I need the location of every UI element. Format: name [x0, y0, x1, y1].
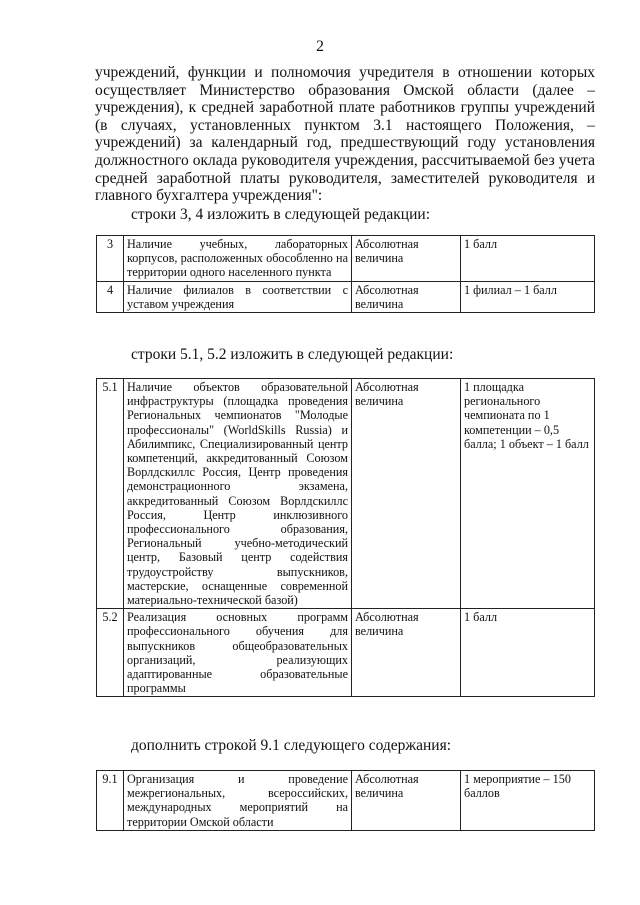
row-number: 4	[97, 281, 124, 312]
row-unit: Абсолютная величина	[352, 379, 461, 609]
row-score: 1 площадка регионального чемпионата по 1 компетенции – 0,5 балла; 1 объект – 1 балл	[461, 379, 595, 609]
row-number: 5.2	[97, 609, 124, 697]
instruction-row-9-1: дополнить строкой 9.1 следующего содержания:	[131, 737, 452, 754]
table-row	[97, 281, 595, 312]
page-number: 2	[316, 38, 324, 55]
row-criterion: Наличие объектов образовательной инфраструктуры (площадка проведения Региональных чемпионатов "Молодые профессионалы" (WorldSkills Russia) и Абилимпикс, Специализированный центр компетенций, аккредитованный Союзом Ворлдскиллс Россия, Центр проведения демонстрационного экзамена, аккредитованный Союзом Ворлдскиллс Россия, Центр инклюзивного профессионального образования, Региональный учебно-методический центр, Базовый центр содействия трудоустройству выпускников, мастерские, оснащенные современной материально-технической базой)	[124, 379, 352, 609]
table-row	[97, 236, 595, 282]
row-criterion: Реализация основных программ профессионального обучения для выпускников общеобразовательных организаций, реализующих адаптированные образовательные программы	[124, 609, 352, 697]
table-rows-3-4	[96, 235, 595, 313]
row-criterion: Организация и проведение межрегиональных, всероссийских, международных мероприятий на территории Омской области	[124, 771, 352, 831]
row-unit: Абсолютная величина	[352, 236, 461, 282]
table-row	[97, 771, 595, 831]
instruction-rows-5-1-5-2: строки 5.1, 5.2 изложить в следующей редакции:	[131, 346, 454, 363]
row-number: 3	[97, 236, 124, 282]
table-rows-5-1-5-2	[96, 378, 595, 697]
row-unit: Абсолютная величина	[352, 281, 461, 312]
row-unit: Абсолютная величина	[352, 771, 461, 831]
row-score: 1 филиал – 1 балл	[461, 281, 595, 312]
instruction-rows-3-4: строки 3, 4 изложить в следующей редакции:	[131, 206, 431, 223]
row-unit: Абсолютная величина	[352, 609, 461, 697]
table-row-9-1	[96, 770, 595, 831]
row-number: 5.1	[97, 379, 124, 609]
row-criterion: Наличие филиалов в соответствии с уставом учреждения	[124, 281, 352, 312]
row-score: 1 мероприятие – 150 баллов	[461, 771, 595, 831]
row-number: 9.1	[97, 771, 124, 831]
intro-paragraph: учреждений, функции и полномочия учредителя в отношении которых осуществляет Министерство образования Омской области (далее – учреждения), к средней заработной плате работников группы учреждений (в случаях, установленных пунктом 3.1 настоящего Положения, – учреждений) за календарный год, предшествующий году установления должностного оклада руководителя учреждения, рассчитываемой без учета средней заработной платы руководителя, заместителей руководителя и главного бухгалтера учреждения":	[95, 64, 595, 205]
row-score: 1 балл	[461, 236, 595, 282]
row-score: 1 балл	[461, 609, 595, 697]
table-row	[97, 609, 595, 697]
row-criterion: Наличие учебных, лабораторных корпусов, расположенных обособленно на территории одного населенного пункта	[124, 236, 352, 282]
table-row	[97, 379, 595, 609]
